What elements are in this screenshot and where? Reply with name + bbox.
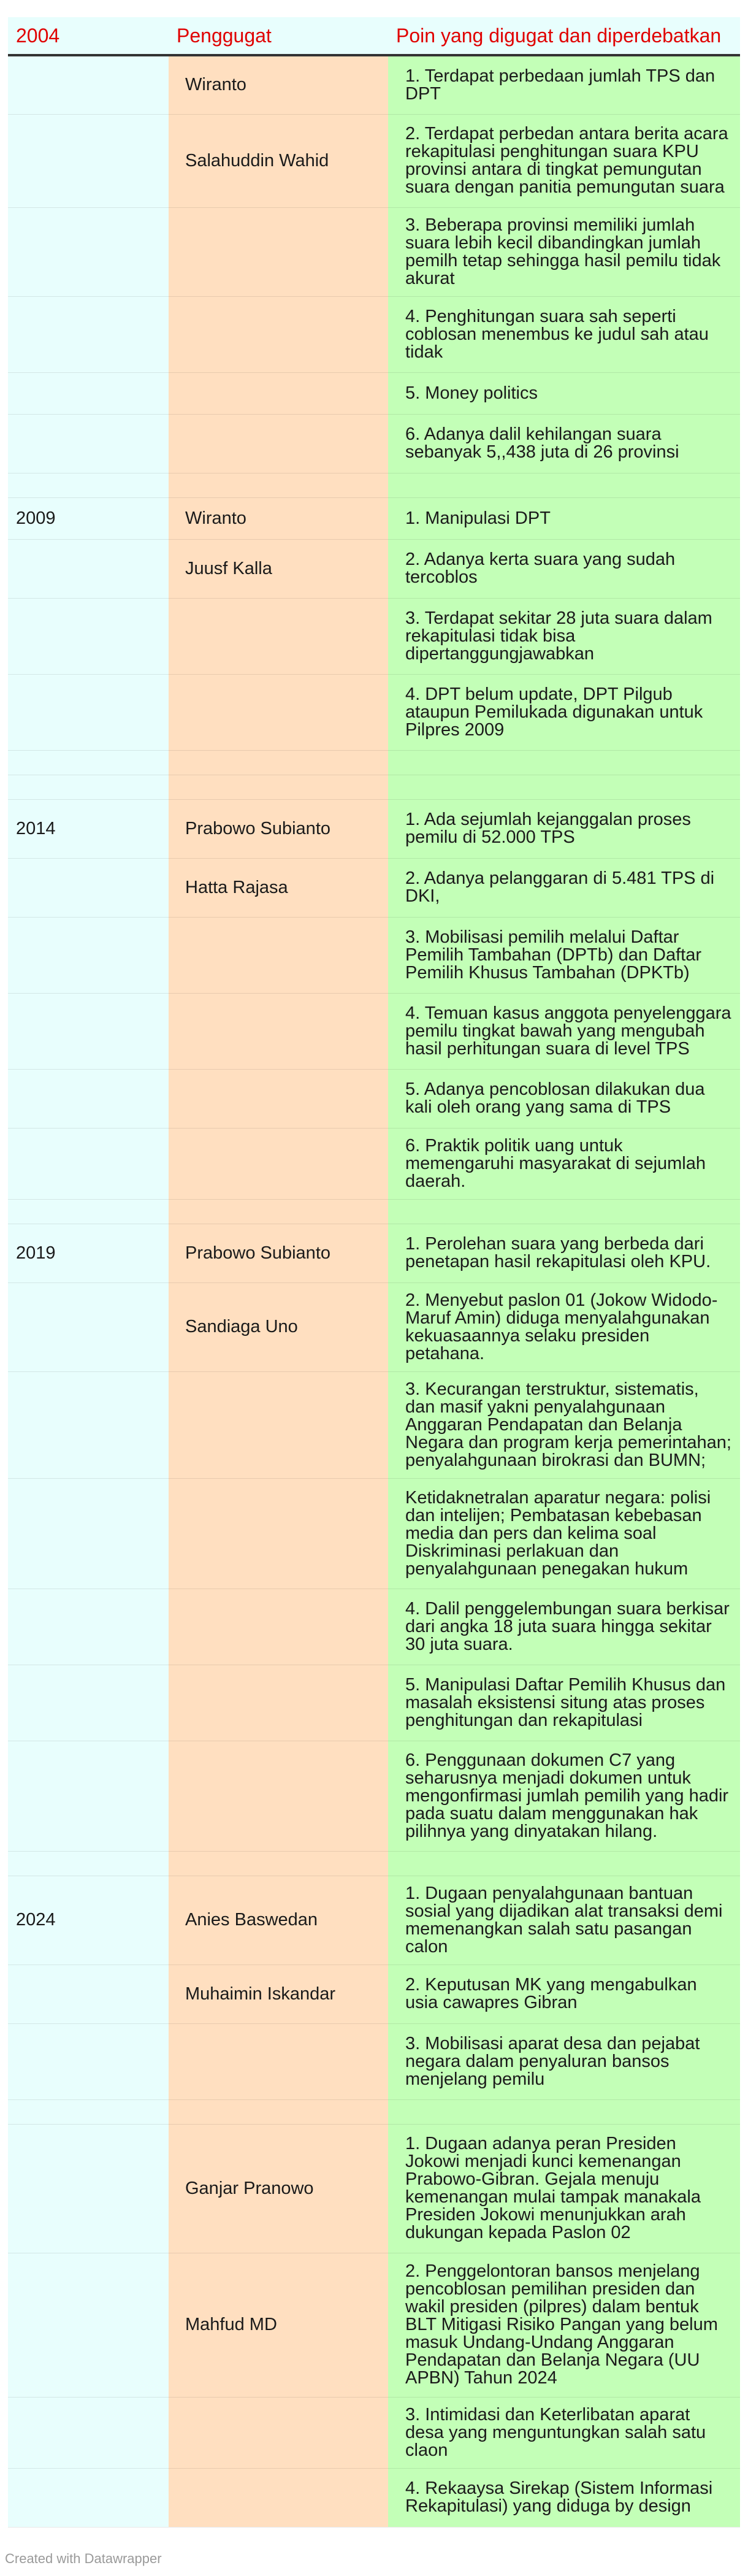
footer-credit[interactable]: Created with Datawrapper <box>5 2551 162 2566</box>
year-cell <box>8 1128 169 1199</box>
plaintiff-cell <box>169 775 388 799</box>
table-row <box>8 799 740 858</box>
table-row <box>8 55 740 114</box>
table-header-row <box>8 17 740 55</box>
point-cell <box>388 750 740 775</box>
plaintiff-cell <box>169 917 388 993</box>
point-cell: 1. Perolehan suara yang berbeda dari penetapan hasil rekapitulasi oleh KPU. <box>388 1224 740 1282</box>
year-cell: 2024 <box>8 1876 169 1965</box>
table-row <box>8 2023 740 2099</box>
year-cell <box>8 1371 169 1478</box>
table-row <box>8 539 740 598</box>
year-cell <box>8 296 169 372</box>
year-cell <box>8 917 169 993</box>
plaintiff-cell <box>169 2099 388 2124</box>
table-row <box>8 1128 740 1199</box>
plaintiff-cell: Juusf Kalla <box>169 539 388 598</box>
column-header-plaintiff: Penggugat <box>169 17 388 55</box>
plaintiff-cell <box>169 207 388 296</box>
year-cell <box>8 1589 169 1665</box>
plaintiff-cell <box>169 2023 388 2099</box>
plaintiff-cell <box>169 2397 388 2468</box>
table-row <box>8 1282 740 1371</box>
table-row <box>8 993 740 1069</box>
table-row <box>8 1741 740 1851</box>
plaintiff-cell <box>169 296 388 372</box>
plaintiff-cell: Ganjar Pranowo <box>169 2124 388 2253</box>
year-cell <box>8 750 169 775</box>
point-cell: 3. Terdapat sekitar 28 juta suara dalam rekapitulasi tidak bisa dipertanggungjawabkan <box>388 598 740 674</box>
point-cell: 6. Penggunaan dokumen C7 yang seharusnya menjadi dokumen untuk mengonfirmasi jumlah pemilih yang hadir pada suatu dalam menggunakan hak pilihnya yang dinyatakan hilang. <box>388 1741 740 1851</box>
table-row <box>8 1199 740 1224</box>
point-cell: 1. Dugaan adanya peran Presiden Jokowi menjadi kunci kemenangan Prabowo-Gibran. Gejala menuju kemenangan mulai tampak manakala Presiden Jokowi menunjukkan arah dukungan kepada Paslon 02 <box>388 2124 740 2253</box>
table-row <box>8 2099 740 2124</box>
plaintiff-cell <box>169 1199 388 1224</box>
year-cell: 2014 <box>8 799 169 858</box>
table-row <box>8 473 740 497</box>
table-row <box>8 1478 740 1589</box>
point-cell: 3. Mobilisasi aparat desa dan pejabat negara dalam penyaluran bansos menjelang pemilu <box>388 2023 740 2099</box>
table-row <box>8 1665 740 1741</box>
column-header-year: 2004 <box>8 17 169 55</box>
year-cell <box>8 2099 169 2124</box>
table-container <box>8 17 740 2528</box>
year-cell <box>8 1478 169 1589</box>
year-cell <box>8 1665 169 1741</box>
year-cell <box>8 775 169 799</box>
plaintiff-cell <box>169 993 388 1069</box>
plaintiff-cell <box>169 372 388 414</box>
plaintiff-cell <box>169 414 388 473</box>
table-row <box>8 2253 740 2397</box>
point-cell: 5. Money politics <box>388 372 740 414</box>
plaintiff-cell: Mahfud MD <box>169 2253 388 2397</box>
point-cell <box>388 775 740 799</box>
plaintiff-cell: Salahuddin Wahid <box>169 114 388 207</box>
year-cell <box>8 1069 169 1128</box>
table-row <box>8 296 740 372</box>
plaintiff-cell: Wiranto <box>169 497 388 539</box>
table-row <box>8 1224 740 1282</box>
plaintiff-cell: Hatta Rajasa <box>169 858 388 917</box>
point-cell: 2. Terdapat perbedan antara berita acara rekapitulasi penghitungan suara KPU provinsi antara di tingkat pemungutan suara dengan panitia pemungutan suara <box>388 114 740 207</box>
year-cell <box>8 414 169 473</box>
year-cell <box>8 2253 169 2397</box>
point-cell: 2. Penggelontoran bansos menjelang pencoblosan pemilihan presiden dan wakil presiden (pilpres) dalam bentuk BLT Mitigasi Risiko Pangan yang belum masuk Undang-Undang Anggaran Pendapatan dan Belanja Negara (UU APBN) Tahun 2024 <box>388 2253 740 2397</box>
plaintiff-cell <box>169 674 388 750</box>
year-cell <box>8 674 169 750</box>
plaintiff-cell <box>169 1851 388 1876</box>
plaintiff-cell <box>169 1069 388 1128</box>
point-cell: 5. Adanya pencoblosan dilakukan dua kali oleh orang yang sama di TPS <box>388 1069 740 1128</box>
table-row <box>8 1371 740 1478</box>
point-cell: 3. Intimidasi dan Keterlibatan aparat desa yang menguntungkan salah satu claon <box>388 2397 740 2468</box>
year-cell <box>8 1282 169 1371</box>
table-row <box>8 1876 740 1965</box>
plaintiff-cell <box>169 1741 388 1851</box>
plaintiff-cell: Anies Baswedan <box>169 1876 388 1965</box>
year-cell <box>8 55 169 114</box>
plaintiff-cell <box>169 1665 388 1741</box>
table-row <box>8 858 740 917</box>
plaintiff-cell: Sandiaga Uno <box>169 1282 388 1371</box>
point-cell: 4. Rekaaysa Sirekap (Sistem Informasi Rekapitulasi) yang diduga by design <box>388 2468 740 2527</box>
point-cell: 6. Praktik politik uang untuk memengaruhi masyarakat di sejumlah daerah. <box>388 1128 740 1199</box>
point-cell: Ketidaknetralan aparatur negara: polisi dan intelijen; Pembatasan kebebasan media dan pers dan kelima soal Diskriminasi perlakuan dan penyalahgunaan penegakan hukum <box>388 1478 740 1589</box>
year-cell <box>8 372 169 414</box>
table-row <box>8 750 740 775</box>
table-row <box>8 114 740 207</box>
year-cell <box>8 539 169 598</box>
year-cell <box>8 1965 169 2023</box>
year-cell <box>8 598 169 674</box>
plaintiff-cell <box>169 473 388 497</box>
table-row <box>8 2124 740 2253</box>
table-row <box>8 372 740 414</box>
point-cell: 1. Manipulasi DPT <box>388 497 740 539</box>
point-cell <box>388 473 740 497</box>
year-cell <box>8 1199 169 1224</box>
point-cell: 2. Adanya kerta suara yang sudah tercoblos <box>388 539 740 598</box>
year-cell <box>8 2023 169 2099</box>
point-cell <box>388 1199 740 1224</box>
point-cell: 3. Kecurangan terstruktur, sistematis, dan masif yakni penyalahgunaan Anggaran Pendapatan dan Belanja Negara dan program kerja pemerintahan; penyalahgunaan birokrasi dan BUMN; <box>388 1371 740 1478</box>
table-row <box>8 414 740 473</box>
table-row <box>8 1851 740 1876</box>
year-cell <box>8 473 169 497</box>
table-row <box>8 2397 740 2468</box>
data-table <box>8 17 740 2528</box>
point-cell: 1. Dugaan penyalahgunaan bantuan sosial yang dijadikan alat transaksi demi memenangkan salah satu pasangan calon <box>388 1876 740 1965</box>
year-cell <box>8 1851 169 1876</box>
point-cell: 4. DPT belum update, DPT Pilgub ataupun Pemilukada digunakan untuk Pilpres 2009 <box>388 674 740 750</box>
point-cell: 3. Beberapa provinsi memiliki jumlah suara lebih kecil dibandingkan jumlah pemilh tetap sehingga hasil pemilu tidak akurat <box>388 207 740 296</box>
year-cell <box>8 114 169 207</box>
point-cell: 2. Keputusan MK yang mengabulkan usia cawapres Gibran <box>388 1965 740 2023</box>
point-cell: 4. Temuan kasus anggota penyelenggara pemilu tingkat bawah yang mengubah hasil perhitungan suara di level TPS <box>388 993 740 1069</box>
point-cell: 4. Dalil penggelembungan suara berkisar dari angka 18 juta suara hingga sekitar 30 juta suara. <box>388 1589 740 1665</box>
year-cell: 2009 <box>8 497 169 539</box>
point-cell: 1. Terdapat perbedaan jumlah TPS dan DPT <box>388 55 740 114</box>
year-cell <box>8 993 169 1069</box>
point-cell <box>388 2099 740 2124</box>
plaintiff-cell <box>169 1371 388 1478</box>
point-cell: 4. Penghitungan suara sah seperti coblosan menembus ke judul sah atau tidak <box>388 296 740 372</box>
table-row <box>8 1069 740 1128</box>
point-cell: 2. Adanya pelanggaran di 5.481 TPS di DKI, <box>388 858 740 917</box>
point-cell: 2. Menyebut paslon 01 (Jokow Widodo-Maruf Amin) diduga menyalahgunakan kekuasaannya selaku presiden petahana. <box>388 1282 740 1371</box>
plaintiff-cell <box>169 598 388 674</box>
plaintiff-cell <box>169 1589 388 1665</box>
table-row <box>8 2468 740 2527</box>
year-cell <box>8 2397 169 2468</box>
point-cell: 3. Mobilisasi pemilih melalui Daftar Pemilih Tambahan (DPTb) dan Daftar Pemilih Khusus Tambahan (DPKTb) <box>388 917 740 993</box>
point-cell: 6. Adanya dalil kehilangan suara sebanyak 5,,438 juta di 26 provinsi <box>388 414 740 473</box>
point-cell: 1. Ada sejumlah kejanggalan proses pemilu di 52.000 TPS <box>388 799 740 858</box>
year-cell <box>8 2468 169 2527</box>
table-row <box>8 598 740 674</box>
table-row <box>8 917 740 993</box>
year-cell <box>8 207 169 296</box>
table-row <box>8 497 740 539</box>
point-cell <box>388 1851 740 1876</box>
table-row <box>8 674 740 750</box>
point-cell: 5. Manipulasi Daftar Pemilih Khusus dan masalah eksistensi situng atas proses penghitungan dan rekapitulasi <box>388 1665 740 1741</box>
table-row <box>8 207 740 296</box>
plaintiff-cell <box>169 1128 388 1199</box>
plaintiff-cell: Prabowo Subianto <box>169 1224 388 1282</box>
year-cell <box>8 1741 169 1851</box>
table-row <box>8 1965 740 2023</box>
year-cell <box>8 2124 169 2253</box>
table-row <box>8 775 740 799</box>
table-row <box>8 1589 740 1665</box>
column-header-points: Poin yang digugat dan diperdebatkan <box>388 17 740 55</box>
plaintiff-cell <box>169 1478 388 1589</box>
plaintiff-cell <box>169 2468 388 2527</box>
year-cell: 2019 <box>8 1224 169 1282</box>
year-cell <box>8 858 169 917</box>
plaintiff-cell <box>169 750 388 775</box>
plaintiff-cell: Muhaimin Iskandar <box>169 1965 388 2023</box>
plaintiff-cell: Prabowo Subianto <box>169 799 388 858</box>
plaintiff-cell: Wiranto <box>169 55 388 114</box>
